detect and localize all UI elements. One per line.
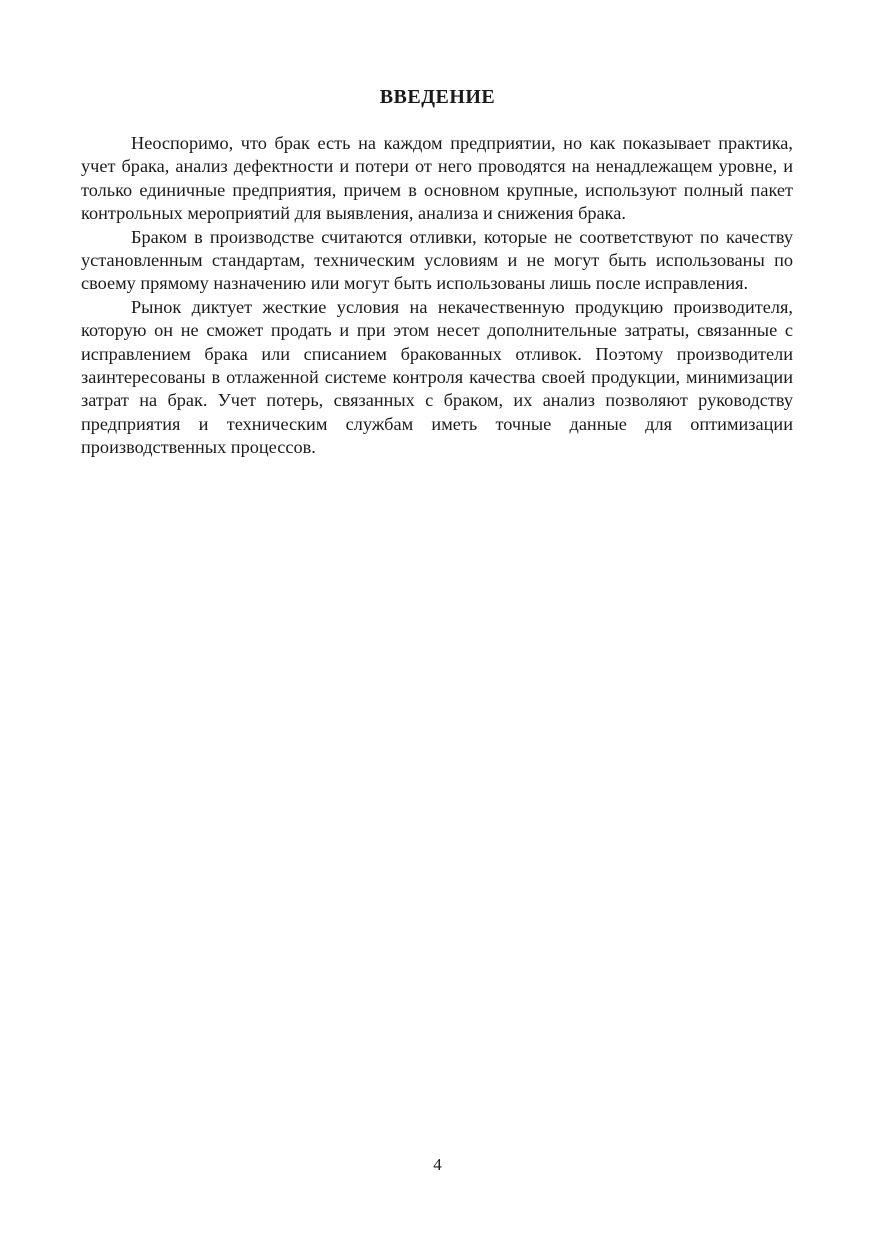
body-text <box>81 132 793 460</box>
paragraph-3: Рынок диктует жесткие условия на некачественную продукцию производителя, которую он не сможет продать и при этом несет дополнительные затраты, связанные с исправлением брака или списанием бракованных отливок. Поэтому производители заинтересованы в отлаженной системе контроля качества своей продукции, минимизации затрат на брак. Учет потерь, связанных с браком, их анализ позволяют руководству предприятия и техническим службам иметь точные данные для оптимизации производственных процессов. <box>81 296 793 458</box>
page-number: 4 <box>433 1155 442 1174</box>
paragraph-1: Неоспоримо, что брак есть на каждом предприятии, но как показывает практика, учет брака, анализ дефектности и потери от него проводятся на ненадлежащем уровне, и только единичные предприятия, причем в основном крупные, используют полный пакет контрольных мероприятий для выявления, анализа и снижения брака. <box>81 133 793 224</box>
paragraph-2: Браком в производстве считаются отливки, которые не соответствуют по качеству установленным стандартам, техническим условиям и не могут быть использованы по своему прямому назначению или могут быть использованы лишь после исправления. <box>81 226 793 294</box>
section-title: ВВЕДЕНИЕ <box>379 86 496 108</box>
